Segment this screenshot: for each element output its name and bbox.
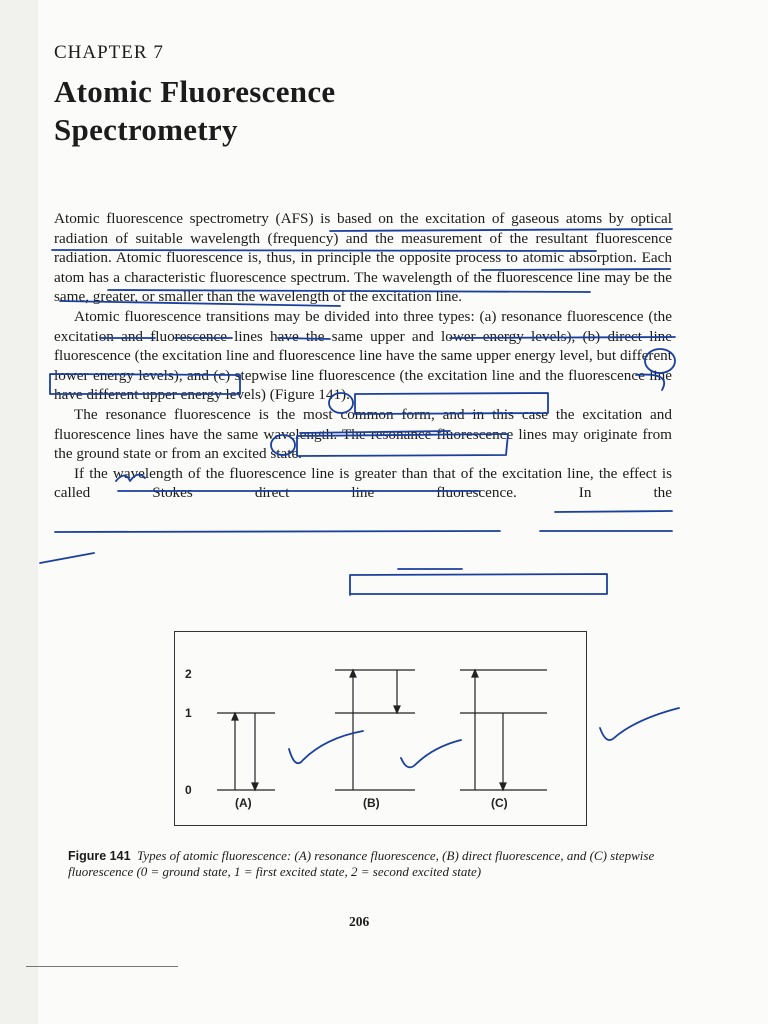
level-label-0: 0 [185,783,192,797]
page-number: 206 [349,914,370,929]
paragraph-3: The resonance fluorescence is the most common form, and in this case the excitation and fluorescence lines have the same wavelength. The resonance fluorescence lines may originate from the ground state or from an excited state. [54,405,672,463]
title-line-1: Atomic Fluorescence [54,74,336,109]
panel-label-b: (B) [363,796,380,810]
paragraph-1: Atomic fluorescence spectrometry (AFS) is based on the excitation of gaseous atoms by optical radiation of suitable wavelength (frequency) and the measurement of the resultant fluorescence radiation. Atomic fluorescence is, thus, in principle the opposite process to atomic absorption. Each atom has a characteristic fluorescence spectrum. The wavelength of the fluorescence line may be the same, greater, or smaller than the wavelength of the excitation line. [54,210,672,306]
panel-label-a: (A) [235,796,252,810]
level-label-1: 1 [185,706,192,720]
caption-label: Figure 141 [68,849,131,863]
paragraph-2: Atomic fluorescence transitions may be divided into three types: (a) resonance fluorescence (the excitation and fluorescence lines have the same upper and lower energy levels), (b) direct line fluorescence (the excitation line and fluorescence line have the same upper energy level, but different lower energy levels), and (c) stepwise line fluorescence (the excitation line and the fluorescence line have different upper energy levels) (Figure 141). [54,307,672,404]
caption-text: Types of atomic fluorescence: (A) resonance fluorescence, (B) direct fluorescence, and (C) stepwise fluorescence (0 = ground state, 1 = first excited state, 2 = second excited state) [68,848,655,879]
bottom-rule [26,966,178,967]
chapter-label: CHAPTER 7 [54,42,164,63]
paragraph-4: If the wavelength of the fluorescence line is greater than that of the excitation line, the effect is called Stokes direct line fluorescence. In the [54,464,672,502]
level-label-2: 2 [185,667,192,681]
check-mark-c [600,708,679,740]
panel-label-c: (C) [491,796,508,810]
figure-caption [68,848,674,879]
title-line-2: Spectrometry [54,112,238,147]
